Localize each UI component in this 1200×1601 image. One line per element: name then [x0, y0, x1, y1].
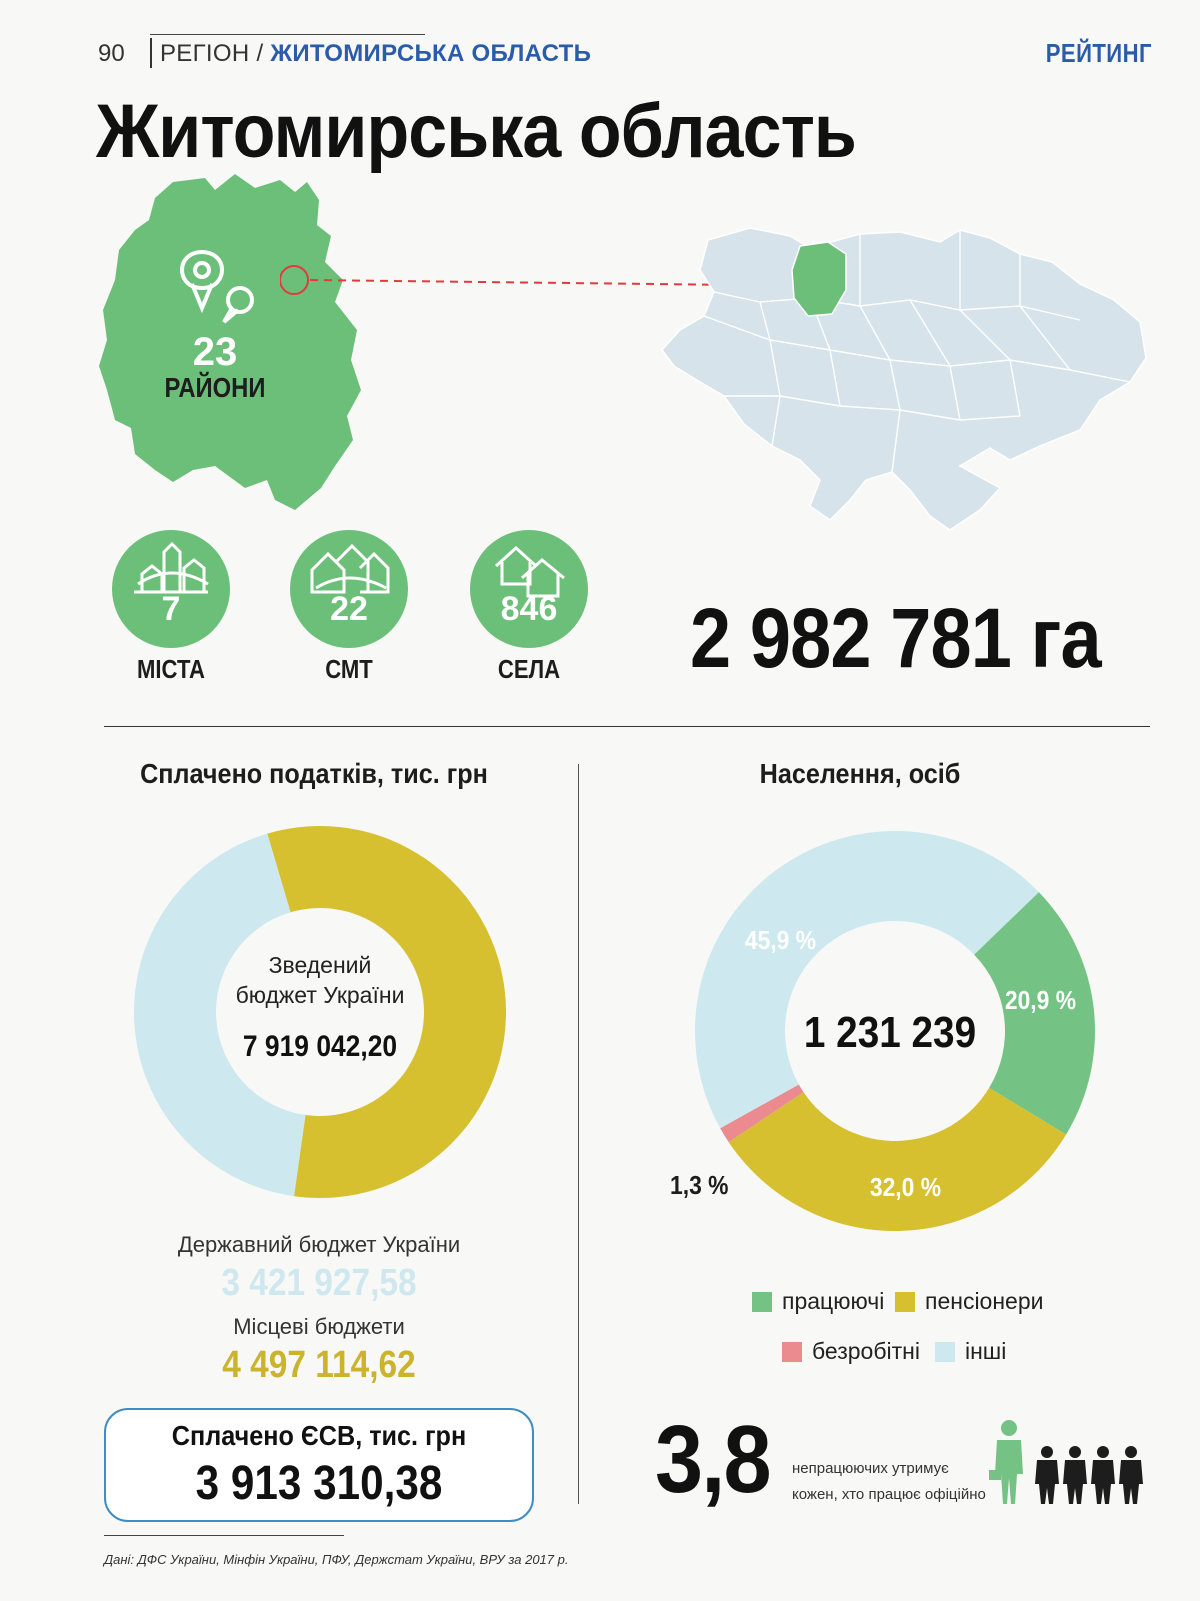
section-divider — [104, 726, 1150, 727]
legend-item-unemployed — [782, 1338, 920, 1365]
villages-label: СЕЛА — [497, 654, 561, 684]
population-center-value: 1 231 239 — [803, 1008, 977, 1057]
districts-label: РАЙОНИ — [164, 372, 266, 403]
legend-item-working — [752, 1288, 884, 1315]
cities-label: МІСТА — [136, 654, 206, 684]
taxes-center-label — [220, 950, 420, 1010]
area-value: 2 982 781 га — [690, 591, 1101, 685]
villages-count: 846 — [500, 590, 558, 628]
taxes-donut-chart — [130, 822, 510, 1202]
districts-count: 23 — [192, 330, 238, 374]
column-divider — [578, 764, 579, 1504]
esv-title: Сплачено ЄСВ, тис. грн — [171, 1420, 467, 1451]
legend-label-unemployed: безробітні — [812, 1338, 920, 1364]
people-icon — [985, 1418, 1165, 1508]
legend-label-pensioners: пенсіонери — [925, 1288, 1044, 1314]
dependency-ratio-text-line2: кожен, хто працює офіційно — [792, 1486, 986, 1503]
pct-label-others: 45,9 % — [744, 925, 817, 955]
local-budget-label: Місцеві бюджети — [233, 1314, 405, 1339]
location-pins-icon — [180, 250, 260, 340]
header-divider — [150, 38, 152, 68]
legend-swatch-working — [752, 1292, 772, 1312]
footnote-rule — [104, 1535, 344, 1536]
pct-label-pensioners: 32,0 % — [869, 1172, 942, 1202]
dependents-icon — [1035, 1446, 1143, 1504]
slice-state-budget — [134, 834, 306, 1197]
breadcrumb-region: ЖИТОМИРСЬКА ОБЛАСТЬ — [270, 40, 592, 67]
state-budget-label: Державний бюджет України — [177, 1232, 461, 1257]
breadcrumb-separator: / — [256, 40, 271, 67]
taxes-center-value: 7 919 042,20 — [242, 1030, 398, 1063]
ukraine-map — [660, 210, 1150, 550]
taxes-title: Сплачено податків, тис. грн — [140, 758, 488, 789]
towns-label: СМТ — [325, 654, 373, 684]
dependency-ratio-text — [792, 1456, 986, 1508]
population-title: Населення, осіб — [759, 758, 961, 789]
local-budget-value: 4 497 114,62 — [222, 1344, 416, 1386]
source-footnote: Дані: ДФС України, Мінфін України, ПФУ, Держстат України, ВРУ за 2017 р. — [104, 1552, 569, 1567]
legend-item-others — [935, 1338, 1006, 1365]
cities-count: 7 — [161, 590, 181, 628]
state-budget-value: 3 421 927,58 — [221, 1262, 417, 1304]
pct-label-working: 20,9 % — [1004, 985, 1077, 1015]
towns-count: 22 — [330, 590, 368, 628]
page-title: Житомирська область — [96, 89, 856, 174]
taxes-center-label-line1: Зведений — [268, 952, 372, 978]
page-number: 90 — [98, 40, 125, 67]
slice-pensioners — [729, 1088, 1066, 1231]
slice-local-budgets — [267, 826, 506, 1198]
ukraine-shape — [662, 228, 1146, 530]
worker-icon — [989, 1420, 1023, 1504]
legend-swatch-pensioners — [895, 1292, 915, 1312]
dependency-ratio-text-line1: непрацюючих утримує — [792, 1460, 949, 1477]
legend-label-working: працюючі — [782, 1288, 885, 1314]
taxes-center-label-line2: бюджет України — [235, 982, 405, 1008]
esv-value: 3 913 310,38 — [195, 1457, 443, 1510]
rubric-label: РЕЙТИНГ — [1045, 38, 1152, 68]
dependency-ratio: 3,8 — [655, 1406, 770, 1513]
legend-item-pensioners — [895, 1288, 1043, 1315]
legend-swatch-others — [935, 1342, 955, 1362]
legend-label-others: інші — [965, 1338, 1007, 1364]
breadcrumb-section: РЕГІОН — [160, 40, 250, 67]
breadcrumb — [160, 40, 591, 68]
header-rule — [150, 34, 425, 35]
pct-label-unemployed: 1,3 % — [669, 1170, 729, 1200]
slice-others — [695, 831, 1039, 1128]
zhytomyr-highlight — [792, 242, 846, 316]
legend-swatch-unemployed — [782, 1342, 802, 1362]
